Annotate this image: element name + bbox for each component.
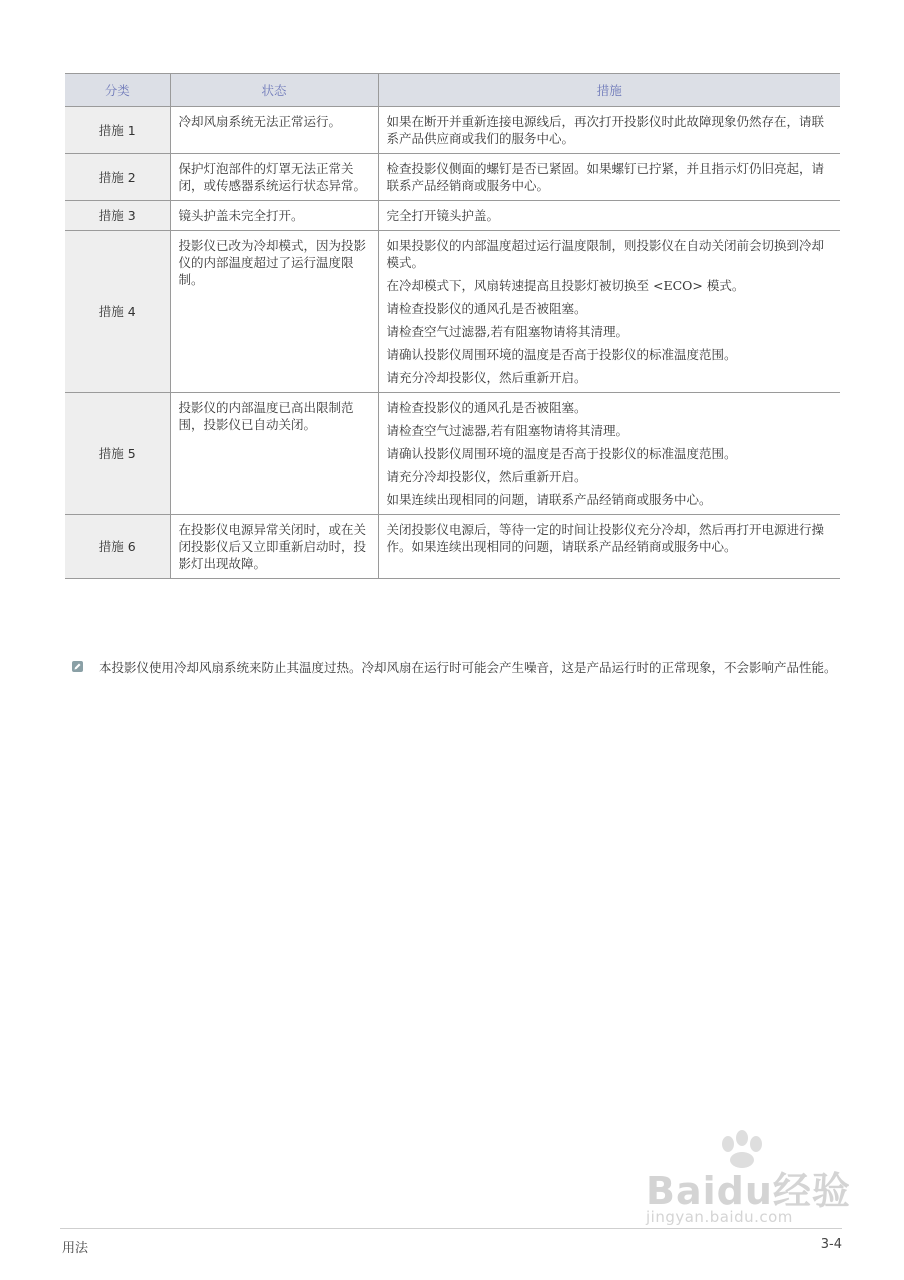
row-state: 保护灯泡部件的灯罩无法正常关闭，或传感器系统运行状态异常。 — [170, 154, 378, 201]
row-category: 措施 6 — [65, 515, 170, 579]
footer-section: 用法 — [62, 1241, 89, 1256]
row-category: 措施 3 — [65, 201, 170, 231]
table-row — [65, 107, 840, 154]
row-actions — [378, 231, 840, 393]
action-line: 请确认投影仪周围环境的温度是否高于投影仪的标准温度范围。 — [386, 446, 737, 461]
action-line: 如果在断开并重新连接电源线后，再次打开投影仪时此故障现象仍然存在，请联系产品供应商或我们的服务中心。 — [386, 114, 825, 146]
row-actions — [378, 515, 840, 579]
row-actions — [378, 201, 840, 231]
watermark-brand: Baidu经验 — [646, 1169, 851, 1213]
action-line: 请检查投影仪的通风孔是否被阻塞。 — [386, 301, 587, 316]
action-line: 请确认投影仪周围环境的温度是否高于投影仪的标准温度范围。 — [386, 347, 737, 362]
troubleshooting-table — [65, 73, 840, 579]
action-line: 如果连续出现相同的问题，请联系产品经销商或服务中心。 — [386, 492, 712, 507]
note — [72, 659, 842, 677]
action-line: 在冷却模式下，风扇转速提高且投影灯被切换至 <ECO> 模式。 — [386, 278, 745, 293]
row-category: 措施 4 — [65, 231, 170, 393]
table-row — [65, 231, 840, 393]
header-action: 措施 — [378, 74, 840, 107]
row-category: 措施 5 — [65, 393, 170, 515]
action-line: 检查投影仪侧面的螺钉是否已紧固。如果螺钉已拧紧，并且指示灯仍旧亮起，请联系产品经销商或服务中心。 — [386, 161, 825, 193]
row-actions — [378, 393, 840, 515]
baidu-watermark — [640, 1130, 870, 1230]
row-category: 措施 1 — [65, 107, 170, 154]
note-icon — [72, 661, 83, 672]
row-actions — [378, 154, 840, 201]
watermark-url: jingyan.baidu.com — [646, 1208, 793, 1226]
note-text: 本投影仪使用冷却风扇系统来防止其温度过热。冷却风扇在运行时可能会产生噪音，这是产品运行时的正常现象，不会影响产品性能。 — [99, 660, 837, 675]
action-line: 请检查空气过滤器,若有阻塞物请将其清理。 — [386, 324, 628, 339]
row-state: 冷却风扇系统无法正常运行。 — [170, 107, 378, 154]
row-state: 投影仪的内部温度已高出限制范围，投影仪已自动关闭。 — [170, 393, 378, 515]
table-row — [65, 515, 840, 579]
action-line: 请充分冷却投影仪，然后重新开启。 — [386, 469, 587, 484]
action-line: 如果投影仪的内部温度超过运行温度限制，则投影仪在自动关闭前会切换到冷却模式。 — [386, 238, 825, 270]
footer-rule — [60, 1228, 842, 1229]
action-line: 请充分冷却投影仪，然后重新开启。 — [386, 370, 587, 385]
table-row — [65, 393, 840, 515]
table-row — [65, 154, 840, 201]
table-header-row — [65, 74, 840, 107]
table-row — [65, 201, 840, 231]
page-number: 3-4 — [820, 1237, 842, 1252]
action-line: 关闭投影仪电源后，等待一定的时间让投影仪充分冷却，然后再打开电源进行操作。如果连续出现相同的问题，请联系产品经销商或服务中心。 — [386, 522, 825, 554]
row-state: 镜头护盖未完全打开。 — [170, 201, 378, 231]
row-category: 措施 2 — [65, 154, 170, 201]
action-line: 请检查空气过滤器,若有阻塞物请将其清理。 — [386, 423, 628, 438]
action-line: 完全打开镜头护盖。 — [386, 208, 500, 223]
row-state: 投影仪已改为冷却模式，因为投影仪的内部温度超过了运行温度限制。 — [170, 231, 378, 393]
header-category: 分类 — [65, 74, 170, 107]
row-state: 在投影仪电源异常关闭时，或在关闭投影仪后又立即重新启动时，投影灯出现故障。 — [170, 515, 378, 579]
header-state: 状态 — [170, 74, 378, 107]
row-actions — [378, 107, 840, 154]
action-line: 请检查投影仪的通风孔是否被阻塞。 — [386, 400, 587, 415]
